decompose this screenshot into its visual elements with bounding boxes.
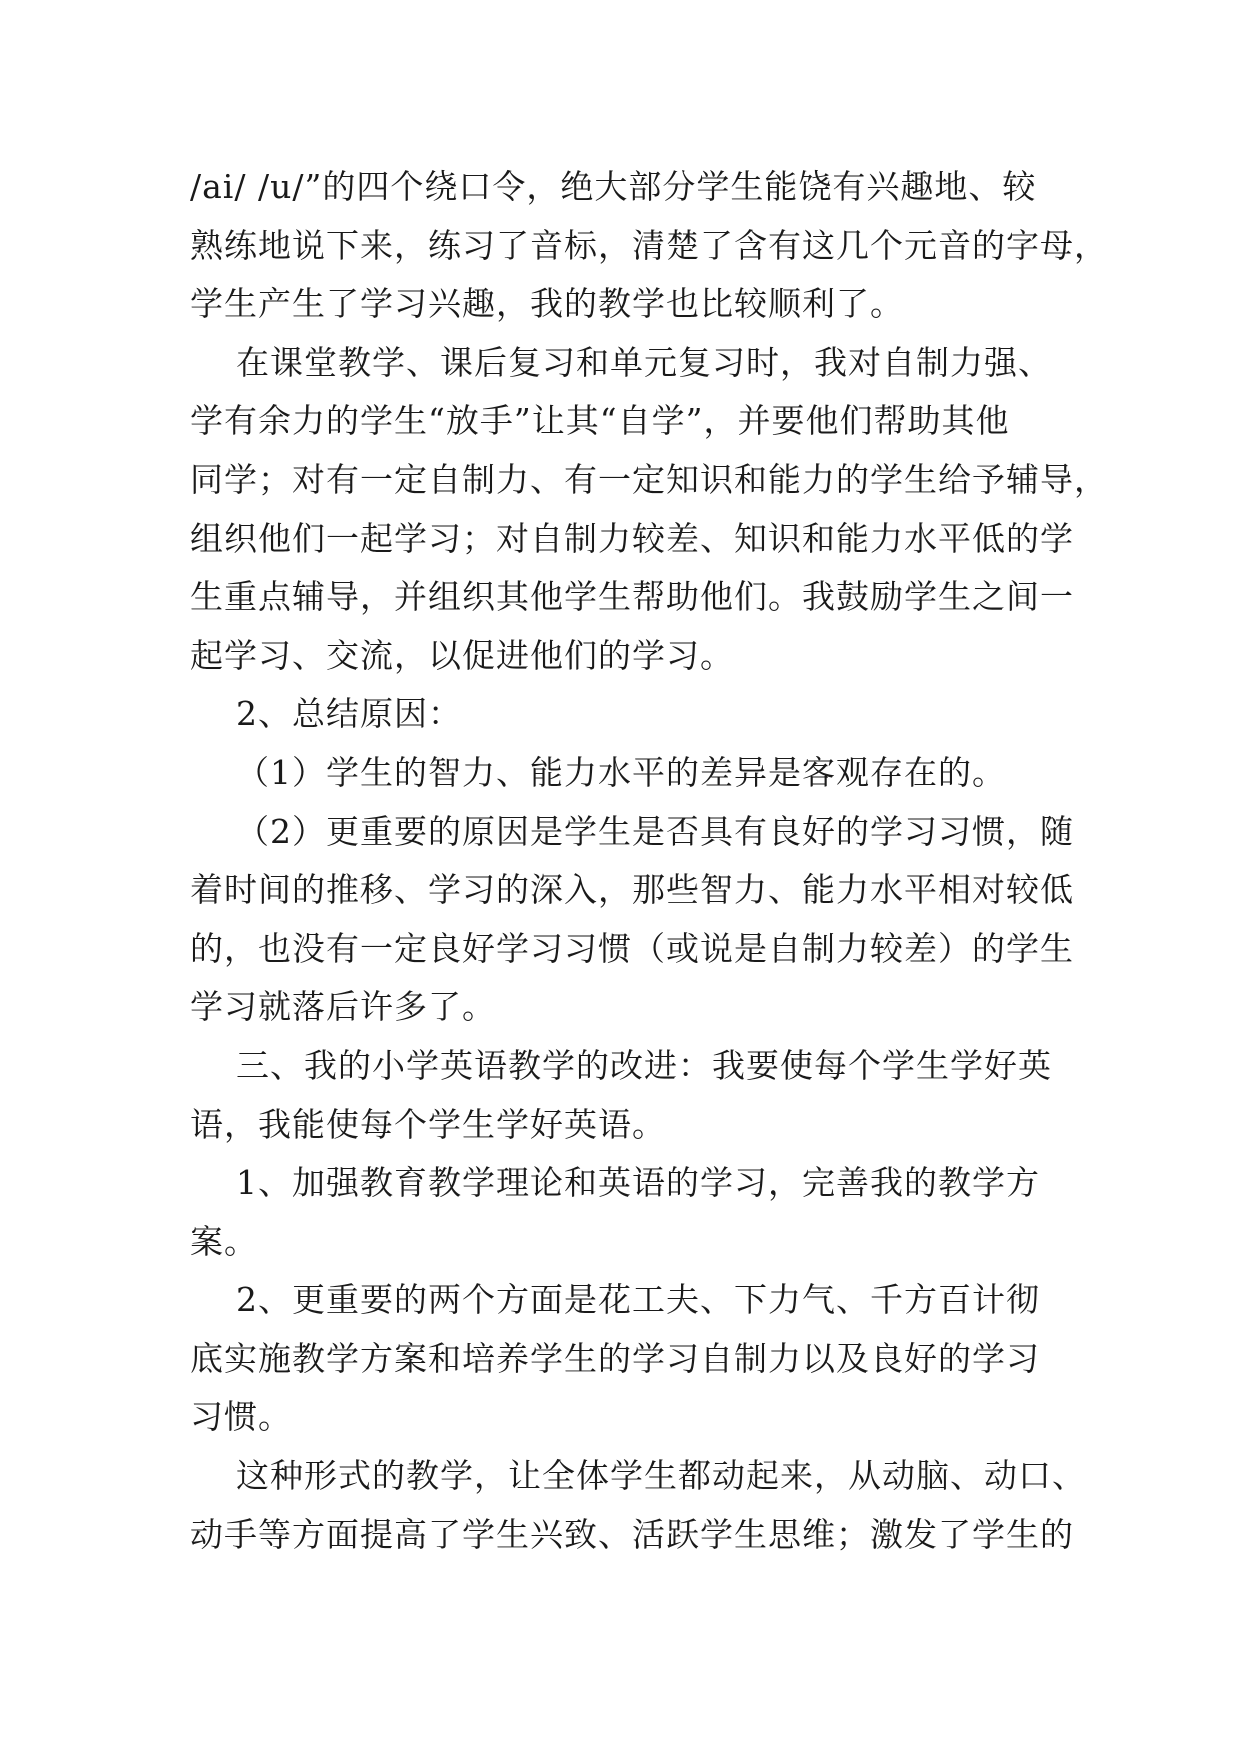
text-line: 2、总结原因： <box>190 694 462 734</box>
text-line: 习惯。 <box>190 1397 292 1437</box>
text-line: 学有余力的学生“放手”让其“自学”，并要他们帮助其他 <box>190 401 1010 441</box>
text-line: 2、更重要的两个方面是花工夫、下力气、千方百计彻 <box>190 1280 1040 1320</box>
text-line: （2）更重要的原因是学生是否具有良好的学习习惯，随 <box>190 811 1074 851</box>
document-body <box>190 158 1108 1564</box>
text-line: 底实施教学方案和培养学生的学习自制力以及良好的学习 <box>190 1338 1040 1378</box>
text-line: 生重点辅导，并组织其他学生帮助他们。我鼓励学生之间一 <box>190 577 1074 617</box>
text-line: 案。 <box>190 1221 258 1261</box>
text-line: 这种形式的教学，让全体学生都动起来，从动脑、动口、 <box>190 1456 1086 1496</box>
text-line: 学生产生了学习兴趣，我的教学也比较顺利了。 <box>190 284 904 324</box>
text-line: 在课堂教学、课后复习和单元复习时，我对自制力强、 <box>190 342 1052 382</box>
text-line: 组织他们一起学习；对自制力较差、知识和能力水平低的学 <box>190 518 1074 558</box>
text-line: /ai/ /u/”的四个绕口令，绝大部分学生能饶有兴趣地、较 <box>190 167 1037 206</box>
text-line: 1、加强教育教学理论和英语的学习，完善我的教学方 <box>190 1163 1040 1203</box>
text-line: 同学；对有一定自制力、有一定知识和能力的学生给予辅导， <box>190 459 1108 499</box>
text-line: 动手等方面提高了学生兴致、活跃学生思维；激发了学生的 <box>190 1514 1074 1554</box>
text-line: 着时间的推移、学习的深入，那些智力、能力水平相对较低 <box>190 870 1074 910</box>
text-line: 的，也没有一定良好学习习惯（或说是自制力较差）的学生 <box>190 928 1074 968</box>
text-line: 语，我能使每个学生学好英语。 <box>190 1104 666 1144</box>
text-line: 学习就落后许多了。 <box>190 987 496 1027</box>
text-line: 熟练地说下来，练习了音标，清楚了含有这几个元音的字母， <box>190 225 1108 265</box>
text-line: （1）学生的智力、能力水平的差异是客观存在的。 <box>190 752 1006 792</box>
text-line: 起学习、交流，以促进他们的学习。 <box>190 635 734 675</box>
text-line: 三、我的小学英语教学的改进：我要使每个学生学好英 <box>190 1045 1052 1085</box>
